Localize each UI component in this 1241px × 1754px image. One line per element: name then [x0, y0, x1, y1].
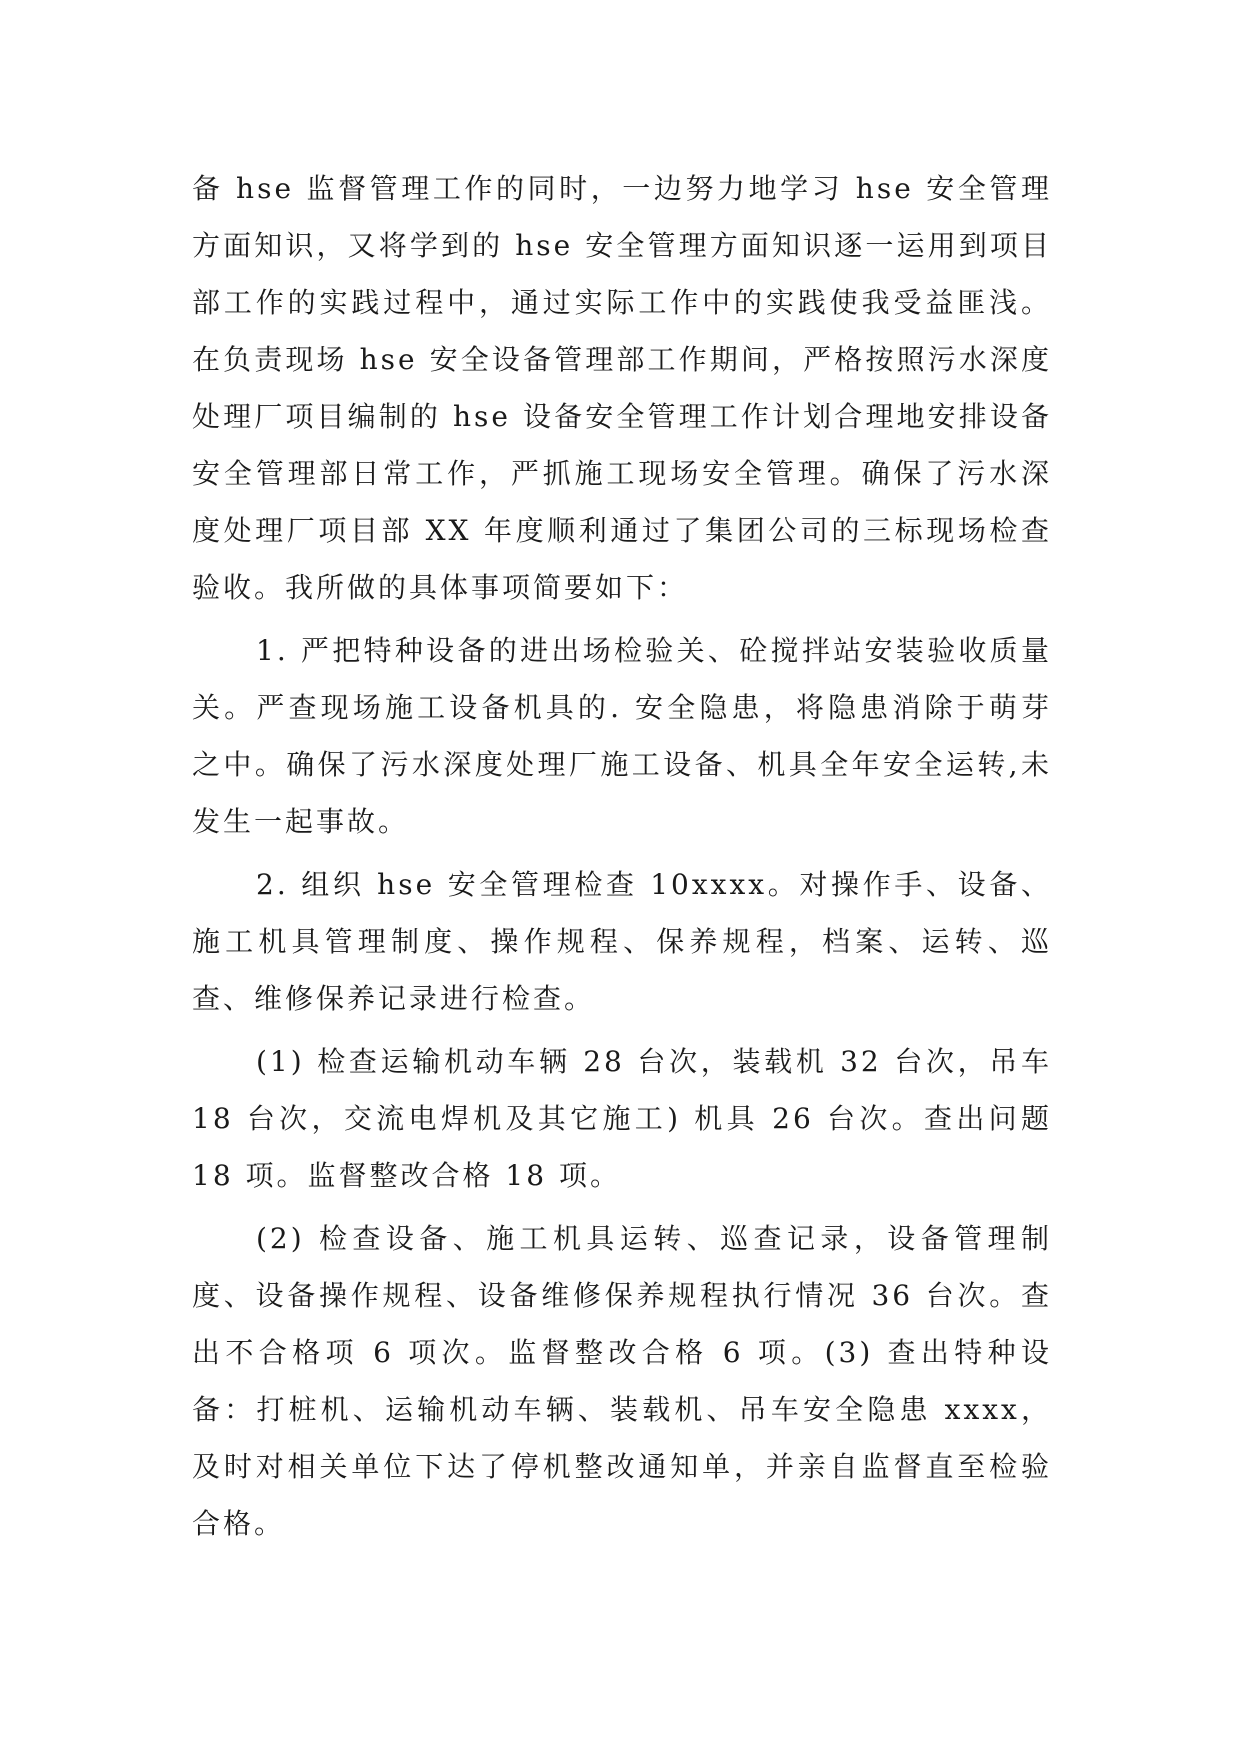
document-body: [192, 160, 1052, 1552]
paragraph-3: 2. 组织 hse 安全管理检查 10xxxx。对操作手、设备、施工机具管理制度、操作规程、保养规程，档案、运转、巡查、维修保养记录进行检查。: [192, 868, 1052, 1015]
paragraph-1: 备 hse 监督管理工作的同时，一边努力地学习 hse 安全管理方面知识，又将学到的 hse 安全管理方面知识逐一运用到项目部工作的实践过程中，通过实际工作中的实践使我受益匪浅。在负责现场 hse 安全设备管理部工作期间，严格按照污水深度处理厂项目编制的 hse 设备安全管理工作计划合理地安排设备安全管理部日常工作，严抓施工现场安全管理。确保了污水深度处理厂项目部 XX 年度顺利通过了集团公司的三标现场检查验收。我所做的具体事项简要如下：: [192, 172, 1052, 604]
paragraph-4: (1) 检查运输机动车辆 28 台次，装载机 32 台次，吊车 18 台次，交流电焊机及其它施工) 机具 26 台次。查出问题 18 项。监督整改合格 18 项。: [192, 1045, 1052, 1192]
paragraph-2: 1. 严把特种设备的进出场检验关、砼搅拌站安装验收质量关。严查现场施工设备机具的. 安全隐患，将隐患消除于萌芽之中。确保了污水深度处理厂施工设备、机具全年安全运转,未发生一起事故。: [192, 634, 1052, 838]
paragraph-5: (2) 检查设备、施工机具运转、巡查记录，设备管理制度、设备操作规程、设备维修保养规程执行情况 36 台次。查出不合格项 6 项次。监督整改合格 6 项。(3) 查出特种设备：打桩机、运输机动车辆、装载机、吊车安全隐患 xxxx，及时对相关单位下达了停机整改通知单，并亲自监督直至检验合格。: [192, 1222, 1052, 1540]
